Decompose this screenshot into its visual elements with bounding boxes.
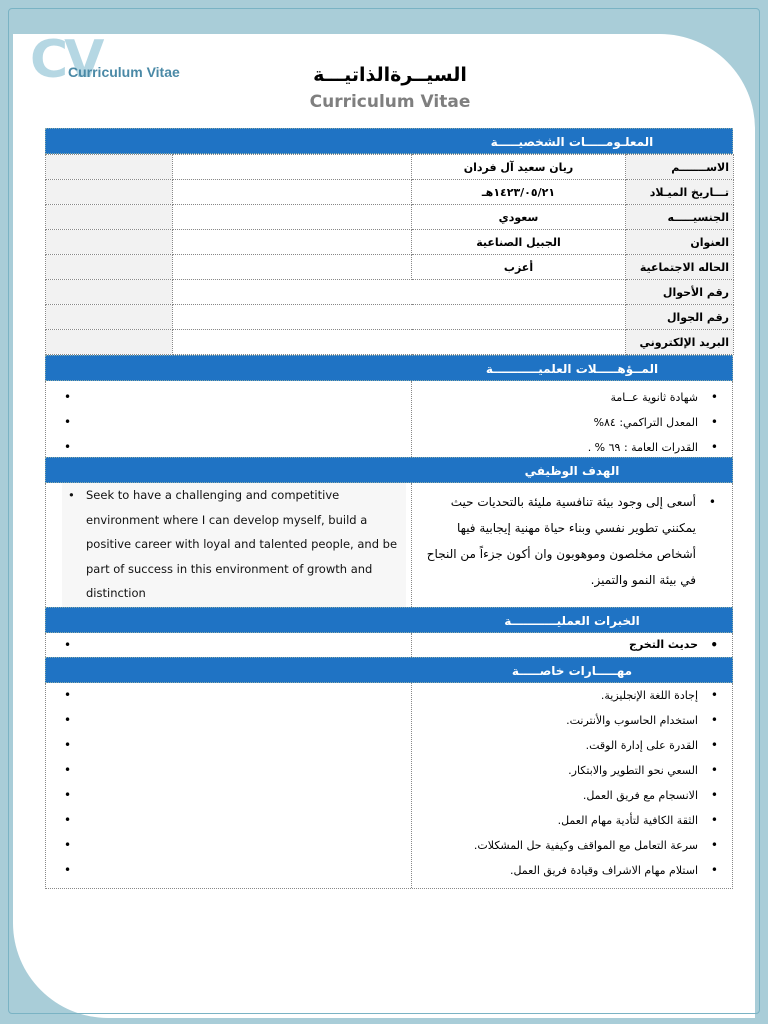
objective-block (45, 483, 733, 607)
info-value (173, 330, 626, 355)
empty-cell (46, 255, 173, 280)
empty-bullet (46, 833, 411, 858)
list-item: • الانسجام مع فريق العمل. (412, 783, 732, 808)
empty-bullet (46, 683, 411, 708)
empty-cell (46, 305, 173, 330)
list-item: • استلام مهام الاشراف وقيادة فريق العمل. (412, 858, 732, 883)
info-value: ١٤٢٣/٠٥/٢١هـ (412, 180, 626, 205)
experience-list (412, 633, 732, 657)
list-item: • الثقة الكافية لتأدية مهام العمل. (412, 808, 732, 833)
objective-english: • Seek to have a challenging and competitive environment where I can develop myself, build a positive career with loyal and talented people, and be part of success in this environment of growth and distinction (62, 483, 406, 606)
list-item: • استخدام الحاسوب والأنترنت. (412, 708, 732, 733)
experience-left-column (46, 633, 412, 657)
empty-cell (46, 155, 173, 180)
experience-block (45, 633, 733, 657)
logo-text: Curriculum Vitae (68, 64, 180, 80)
table-row (46, 305, 734, 330)
empty-cell (46, 280, 173, 305)
empty-bullet (46, 858, 411, 883)
info-label: رقم الجوال (626, 305, 734, 330)
list-item: • سرعة التعامل مع المواقف وكيفية حل المشكلات. (412, 833, 732, 858)
logo-mark: CV (30, 30, 101, 90)
empty-cell (46, 330, 173, 355)
section-header-personal: المعلـومـــــات الشخصيـــــة (45, 128, 733, 154)
empty-bullet (46, 733, 411, 758)
page-title-arabic: السيــرةالذاتيـــة (313, 64, 467, 86)
skills-list (412, 683, 732, 888)
empty-bullet (46, 385, 411, 410)
empty-bullet (46, 758, 411, 783)
empty-cell (173, 180, 412, 205)
empty-cell (46, 205, 173, 230)
education-block (45, 381, 733, 457)
table-row (46, 330, 734, 355)
cv-logo (30, 30, 230, 92)
skills-left-column (46, 683, 412, 888)
empty-bullet (46, 783, 411, 808)
list-item: • القدرات العامة : ٦٩ % . (412, 435, 732, 460)
empty-bullet (46, 808, 411, 833)
objective-english-column (46, 483, 412, 607)
section-header-education: المــؤهـــــلات العلميـــــــــــة (45, 355, 733, 381)
empty-cell (173, 230, 412, 255)
info-value (173, 280, 626, 305)
section-header-objective: الهدف الوظيفي (45, 457, 733, 483)
objective-arabic: • أسعى إلى وجود بيئة تنافسية مليئة بالتحديات حيث يمكنني تطوير نفسي وبناء حياة مهنية إيجابية فيها أشخاص مخلصون وموهوبون وان أكون جزءاً من النجاح في بيئة النمو والتميز. (412, 483, 732, 593)
info-label: الاســـــــم (626, 155, 734, 180)
empty-cell (46, 230, 173, 255)
section-header-skills: مهـــــارات خاصـــــة (45, 657, 733, 683)
empty-bullet (46, 708, 411, 733)
info-value (173, 305, 626, 330)
list-item: • القدرة على إدارة الوقت. (412, 733, 732, 758)
info-value: سعودي (412, 205, 626, 230)
list-item: • شهادة ثانوية عــامة (412, 385, 732, 410)
empty-cell (173, 205, 412, 230)
info-value: الجبيل الصناعية (412, 230, 626, 255)
info-label: الحاله الاجتماعية (626, 255, 734, 280)
table-row (46, 180, 734, 205)
list-item: • السعي نحو التطوير والابتكار. (412, 758, 732, 783)
empty-bullet (46, 633, 411, 657)
list-item: • المعدل التراكمي: ٨٤% (412, 410, 732, 435)
table-row (46, 255, 734, 280)
table-row (46, 230, 734, 255)
list-item: • إجادة اللغة الإنجليزية. (412, 683, 732, 708)
empty-cell (173, 255, 412, 280)
objective-arabic-column (412, 483, 732, 607)
cv-sheet (45, 128, 733, 889)
info-label: الجنسيـــــه (626, 205, 734, 230)
info-value: أعزب (412, 255, 626, 280)
info-label: البريد الإلكتروني (626, 330, 734, 355)
personal-info-table (45, 154, 734, 355)
info-label: تـــاريخ الميـلاد (626, 180, 734, 205)
list-item: • حديث التخرج (412, 633, 732, 657)
info-label: العنوان (626, 230, 734, 255)
info-label: رقم الأحوال (626, 280, 734, 305)
table-row (46, 280, 734, 305)
table-row (46, 205, 734, 230)
education-list (412, 381, 732, 457)
page-title-english: Curriculum Vitae (309, 92, 471, 112)
info-value: ريان سعيد آل فردان (412, 155, 626, 180)
table-row (46, 155, 734, 180)
education-left-column (46, 381, 412, 457)
empty-cell (173, 155, 412, 180)
empty-bullet (46, 410, 411, 435)
skills-block (45, 683, 733, 889)
section-header-experience: الخبرات العمليـــــــــــة (45, 607, 733, 633)
empty-cell (46, 180, 173, 205)
